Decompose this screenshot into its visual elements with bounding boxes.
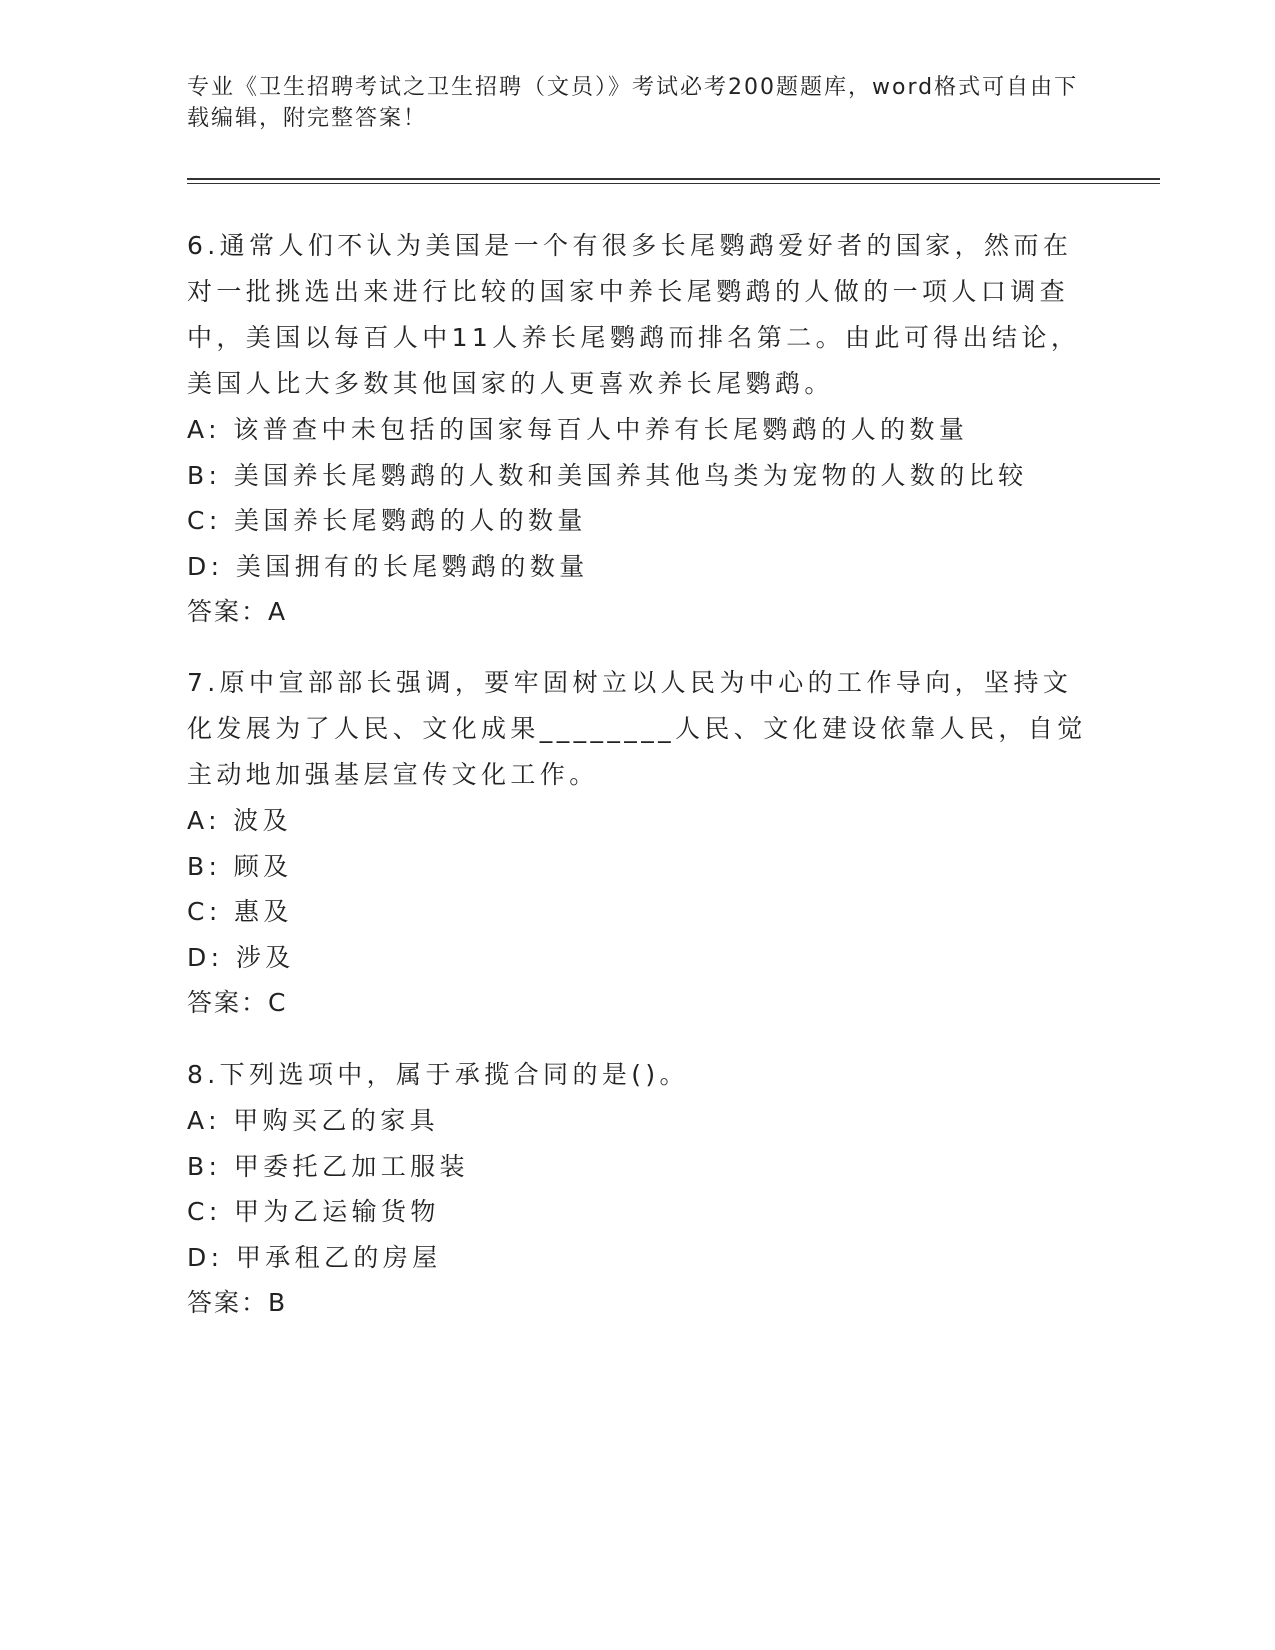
question-7 xyxy=(187,660,1087,1026)
option-a: A: 该普查中未包括的国家每百人中养有长尾鹦鹉的人的数量 xyxy=(187,415,969,444)
document-header: 专业《卫生招聘考试之卫生招聘（文员）》考试必考200题题库，word格式可自由下载编辑，附完整答案！ xyxy=(187,75,1079,131)
option-d: D: 美国拥有的长尾鹦鹉的数量 xyxy=(187,551,589,581)
answer: 答案：B xyxy=(187,1288,288,1317)
question-6 xyxy=(187,223,1087,635)
option-b: B: 顾及 xyxy=(187,851,293,881)
option-b: B: 甲委托乙加工服装 xyxy=(187,1151,469,1181)
question-stem: 8.下列选项中，属于承揽合同的是()。 xyxy=(187,1060,689,1089)
option-c: C: 甲为乙运输货物 xyxy=(187,1197,440,1226)
option-c: C: 惠及 xyxy=(187,897,293,926)
option-b: B: 美国养长尾鹦鹉的人数和美国养其他鸟类为宠物的人数的比较 xyxy=(187,460,1028,490)
answer: 答案：C xyxy=(187,988,288,1017)
option-a: A: 甲购买乙的家具 xyxy=(187,1106,440,1135)
question-stem: 6.通常人们不认为美国是一个有很多长尾鹦鹉爱好者的国家，然而在对一批挑选出来进行比较的国家中养长尾鹦鹉的人做的一项人口调查中，美国以每百人中11人养长尾鹦鹉而排名第二。由此可得出结论，美国人比大多数其他国家的人更喜欢养长尾鹦鹉。 xyxy=(187,231,1081,398)
option-d: D: 涉及 xyxy=(187,942,295,972)
question-8 xyxy=(187,1052,1087,1326)
answer: 答案：A xyxy=(187,597,288,626)
question-stem: 7.原中宣部部长强调，要牢固树立以人民为中心的工作导向，坚持文化发展为了人民、文化成果________人民、文化建设依靠人民，自觉主动地加强基层宣传文化工作。 xyxy=(187,668,1087,789)
option-a: A: 波及 xyxy=(187,806,293,835)
option-c: C: 美国养长尾鹦鹉的人的数量 xyxy=(187,506,587,535)
option-d: D: 甲承租乙的房屋 xyxy=(187,1242,442,1272)
header-divider xyxy=(187,178,1160,184)
